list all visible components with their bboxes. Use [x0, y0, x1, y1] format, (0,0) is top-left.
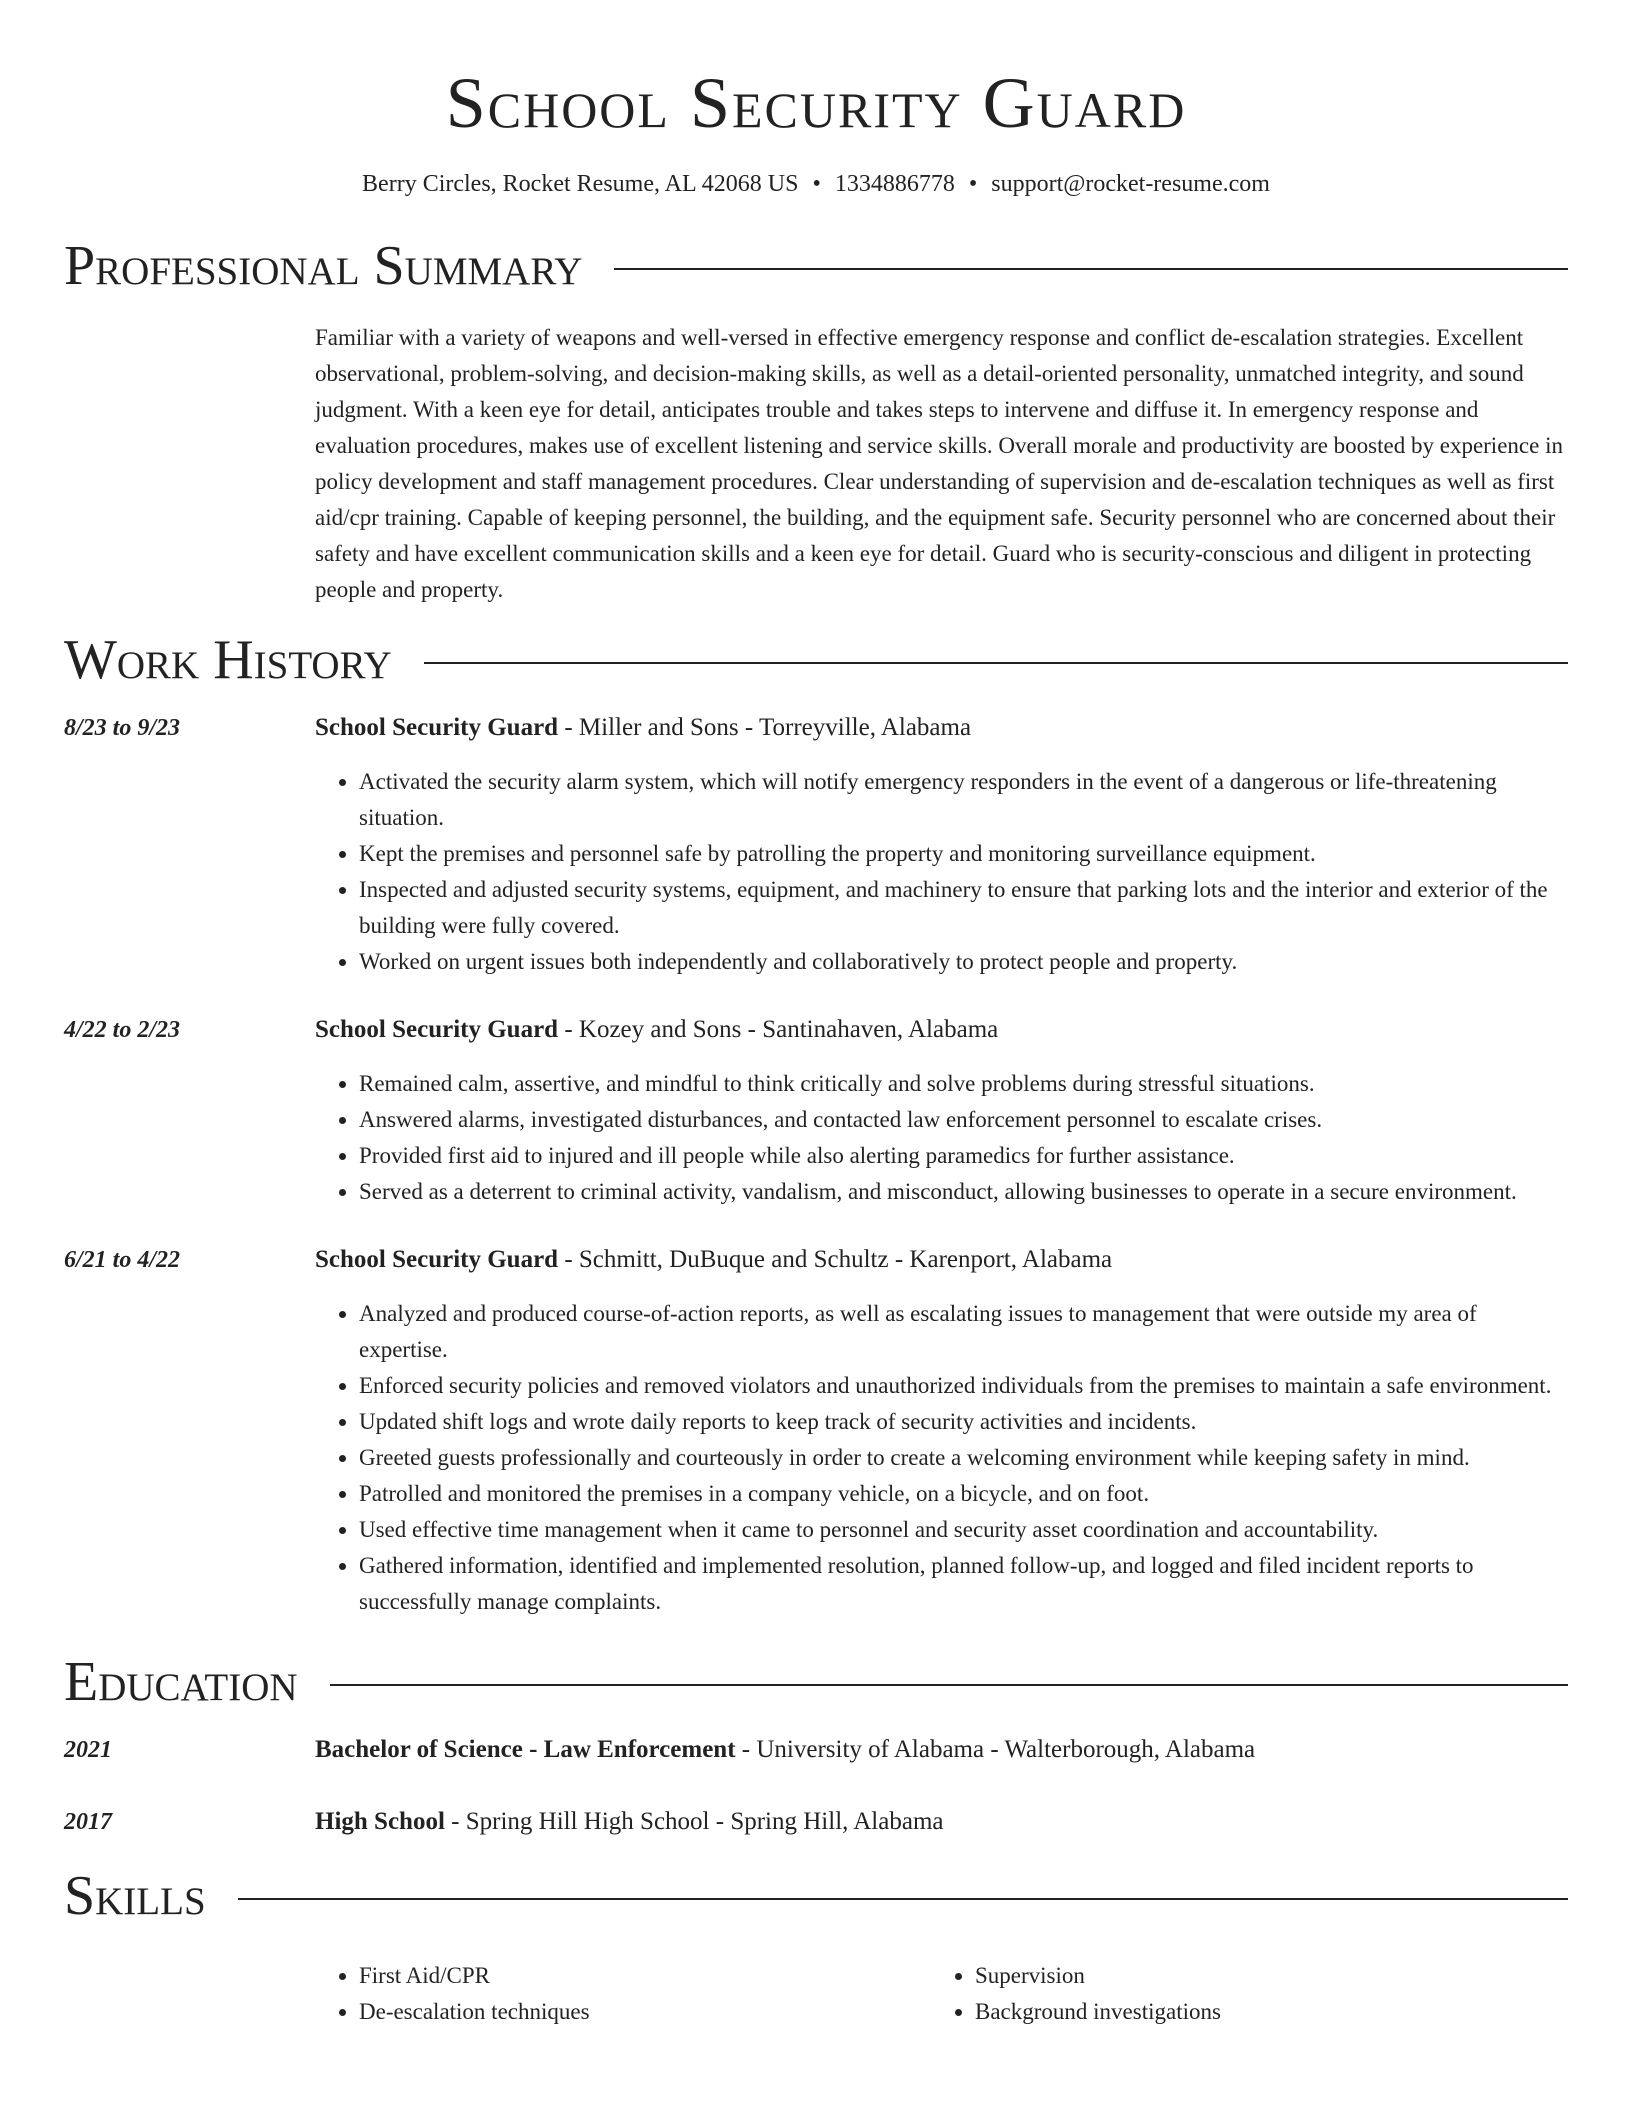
job-bullet: • Served as a deterrent to criminal activity, vandalism, and misconduct, allowing businesses to operate in a secure environment. [359, 1174, 1568, 1210]
job-bullet: • Greeted guests professionally and courteously in order to create a welcoming environment while keeping safety in mind. [359, 1440, 1568, 1476]
summary-section-header [64, 234, 1568, 298]
job-bullet: • Patrolled and monitored the premises in a company vehicle, on a bicycle, and on foot. [359, 1476, 1568, 1512]
skill-item: • Supervision [975, 1958, 1547, 1994]
education-entry [64, 1806, 1568, 1838]
skill-item: • Background investigations [975, 1994, 1547, 2030]
section-divider [614, 268, 1568, 270]
job-employer: - Schmitt, DuBuque and Schultz - Karenport, Alabama [558, 1246, 1113, 1273]
job-bullet: • Answered alarms, investigated disturbances, and contacted law enforcement personnel to escalate crises. [359, 1102, 1568, 1138]
contact-phone: 1334886778 [834, 171, 955, 197]
job-bullet: • Remained calm, assertive, and mindful to think critically and solve problems during stressful situations. [359, 1066, 1568, 1102]
job-title-line [315, 712, 1568, 744]
skill-item: • First Aid/CPR [359, 1958, 931, 1994]
skills-heading: Skills [64, 1865, 206, 1927]
contact-separator: • [812, 171, 821, 197]
contact-email: support@rocket-resume.com [991, 171, 1270, 197]
job-bullet: • Updated shift logs and wrote daily reports to keep track of security activities and incidents. [359, 1404, 1568, 1440]
job-title: School Security Guard [315, 714, 559, 741]
job-bullet: • Used effective time management when it came to personnel and security asset coordination and accountability. [359, 1512, 1568, 1548]
job-bullets [315, 1296, 1568, 1620]
job-entry [64, 1244, 1568, 1620]
skills-column-left [315, 1958, 931, 2030]
job-bullet: • Enforced security policies and removed violators and unauthorized individuals from the premises to maintain a safe environment. [359, 1368, 1568, 1404]
education-title-line [315, 1806, 1568, 1838]
summary-text: Familiar with a variety of weapons and well-versed in effective emergency response and conflict de-escalation strategies. Excellent observational, problem-solving, and decision-making skills, as well as a detail-oriented personality, unmatched integrity, and sound judgment. With a keen eye for detail, anticipates trouble and takes steps to intervene and diffuse it. In emergency response and evaluation procedures, makes use of excellent listening and service skills. Overall morale and productivity are boosted by experience in policy development and staff management procedures. Clear understanding of supervision and de-escalation techniques as well as first aid/cpr training. Capable of keeping personnel, the building, and the equipment safe. Security personnel who are concerned about their safety and have excellent communication skills and a keen eye for detail. Guard who is security-conscious and diligent in protecting people and property. [315, 325, 1563, 602]
skills-column-right [931, 1958, 1547, 2030]
education-section-header [64, 1650, 1568, 1714]
education-heading: Education [64, 1651, 298, 1713]
work-heading: Work History [64, 629, 392, 691]
job-date: 8/23 to 9/23 [64, 715, 181, 741]
education-date: 2017 [64, 1809, 112, 1835]
work-section-header [64, 628, 1568, 692]
education-date: 2021 [64, 1737, 112, 1763]
job-bullet: • Gathered information, identified and implemented resolution, planned follow-up, and logged and filed incident reports to successfully manage complaints. [359, 1548, 1568, 1620]
skill-item: • De-escalation techniques [359, 1994, 931, 2030]
education-school: - University of Alabama - Walterborough, Alabama [735, 1736, 1256, 1763]
skills-list [315, 1958, 1568, 2030]
job-bullets [315, 1066, 1568, 1210]
education-body [315, 1734, 1568, 1766]
job-bullet: • Analyzed and produced course-of-action reports, as well as escalating issues to management that were outside my area of expertise. [359, 1296, 1568, 1368]
resume-name: School Security Guard [445, 63, 1187, 143]
job-employer: - Kozey and Sons - Santinahaven, Alabama [558, 1016, 999, 1043]
job-employer: - Miller and Sons - Torreyville, Alabama [558, 714, 972, 741]
job-entry [64, 1014, 1568, 1210]
job-bullet: • Provided first aid to injured and ill people while also alerting paramedics for further assistance. [359, 1138, 1568, 1174]
job-title: School Security Guard [315, 1016, 559, 1043]
education-school: - Spring Hill High School - Spring Hill, Alabama [444, 1808, 944, 1835]
job-title-line [315, 1014, 1568, 1046]
resume-page [64, 0, 1568, 2030]
education-body [315, 1806, 1568, 1838]
education-title-line [315, 1734, 1568, 1766]
job-bullet: • Inspected and adjusted security systems, equipment, and machinery to ensure that parking lots and the interior and exterior of the building were fully covered. [359, 872, 1568, 944]
education-degree: Bachelor of Science - Law Enforcement [315, 1736, 736, 1763]
education-degree: High School [315, 1808, 445, 1835]
section-divider [238, 1898, 1568, 1900]
contact-line [64, 168, 1568, 200]
section-divider [424, 662, 1568, 664]
job-bullet: • Kept the premises and personnel safe by patrolling the property and monitoring surveillance equipment. [359, 836, 1568, 872]
contact-address: Berry Circles, Rocket Resume, AL 42068 US [362, 171, 799, 197]
section-divider [330, 1684, 1568, 1686]
job-title: School Security Guard [315, 1246, 559, 1273]
job-entry [64, 712, 1568, 980]
contact-separator: • [968, 171, 978, 197]
job-bullet: • Worked on urgent issues both independently and collaboratively to protect people and property. [359, 944, 1568, 980]
job-body [315, 1014, 1568, 1210]
skills-section-header [64, 1864, 1568, 1928]
job-date: 6/21 to 4/22 [64, 1247, 181, 1273]
job-bullet: • Activated the security alarm system, which will notify emergency responders in the event of a dangerous or life-threatening situation. [359, 764, 1568, 836]
job-title-line [315, 1244, 1568, 1276]
job-date: 4/22 to 2/23 [64, 1017, 181, 1043]
summary-heading: Professional Summary [64, 235, 583, 297]
job-body [315, 712, 1568, 980]
job-bullets [315, 764, 1568, 980]
education-entry [64, 1734, 1568, 1766]
job-body [315, 1244, 1568, 1620]
